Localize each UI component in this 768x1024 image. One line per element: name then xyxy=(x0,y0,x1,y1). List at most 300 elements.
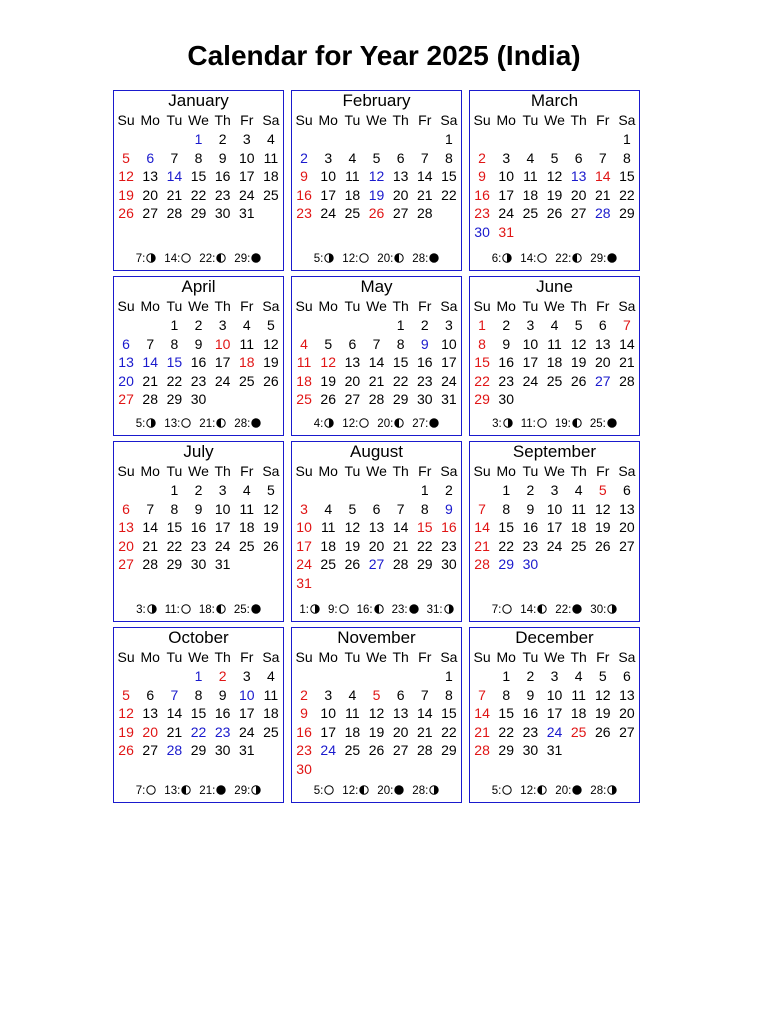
day-cell: 28 xyxy=(619,372,635,389)
day-cell: 4 xyxy=(348,149,357,166)
empty-cell xyxy=(389,481,413,500)
moon-phase-day: 5: xyxy=(491,785,502,797)
day-cell: 17 xyxy=(214,519,231,535)
third-quarter-moon-icon xyxy=(216,604,226,614)
month-name: December xyxy=(515,628,594,647)
day-cell: 22 xyxy=(166,537,183,554)
moon-phase-day: 12: xyxy=(342,785,359,797)
day-cell: 3 xyxy=(550,482,559,498)
day-cell: 5 xyxy=(598,668,607,684)
weekday-label: Fr xyxy=(596,112,610,128)
day-cell: 19 xyxy=(263,519,279,535)
weekday-label: Fr xyxy=(596,463,610,479)
moon-phase-item xyxy=(555,784,582,798)
day-cell: 20 xyxy=(118,372,134,389)
day-cell: 24 xyxy=(546,723,563,740)
day-cell: 25 xyxy=(238,372,255,389)
moon-phase-day: 25: xyxy=(233,604,250,616)
day-cell: 28 xyxy=(474,556,490,572)
day-cell: 8 xyxy=(420,500,429,517)
day-cell: 15 xyxy=(619,168,635,184)
day-cell: 19 xyxy=(368,186,385,203)
day-cell: 24 xyxy=(546,537,563,554)
days-grid xyxy=(470,130,639,241)
day-cell: 25 xyxy=(238,537,255,554)
day-cell: 24 xyxy=(238,723,255,740)
day-cell: 13 xyxy=(142,168,158,184)
day-cell: 7 xyxy=(420,149,429,166)
day-cell: 13 xyxy=(619,686,635,703)
new-moon-icon xyxy=(607,253,617,263)
day-cell: 10 xyxy=(546,686,563,703)
day-cell: 18 xyxy=(238,519,255,535)
moon-phase-day: 21: xyxy=(199,418,216,430)
day-cell: 30 xyxy=(474,223,490,240)
day-cell: 23 xyxy=(214,186,231,203)
day-cell: 18 xyxy=(238,354,255,370)
moon-phase-item xyxy=(520,603,547,617)
day-cell: 24 xyxy=(441,372,457,389)
moon-phase-day: 18: xyxy=(198,604,215,616)
day-cell: 12 xyxy=(118,705,134,721)
moon-phases xyxy=(470,417,639,431)
day-cell: 9 xyxy=(445,500,453,517)
moon-phase-item xyxy=(314,252,335,266)
moon-phases xyxy=(292,252,461,266)
day-cell: 18 xyxy=(546,354,563,370)
day-cell: 29 xyxy=(392,391,409,407)
day-cell: 11 xyxy=(345,168,360,184)
moon-phase-day: 20: xyxy=(377,785,394,797)
day-cell: 21 xyxy=(416,723,433,740)
third-quarter-moon-icon xyxy=(572,418,582,428)
day-cell: 11 xyxy=(523,168,538,184)
day-cell: 29 xyxy=(498,742,514,758)
first-quarter-moon-icon xyxy=(502,253,512,263)
weekday-header xyxy=(292,648,461,667)
day-cell: 30 xyxy=(190,391,207,407)
moon-phase-day: 5: xyxy=(135,418,146,430)
day-cell: 31 xyxy=(214,556,231,572)
day-cell: 21 xyxy=(166,723,183,740)
weekday-label: Mo xyxy=(140,112,160,128)
moon-phase-day: 12: xyxy=(342,253,359,265)
moon-phase-item xyxy=(377,252,404,266)
moon-phases xyxy=(114,603,283,617)
moon-phase-item xyxy=(199,252,226,266)
first-quarter-moon-icon xyxy=(324,253,334,263)
weekday-label: We xyxy=(188,298,209,314)
day-cell: 22 xyxy=(392,372,409,389)
day-cell: 26 xyxy=(368,742,385,758)
day-cell: 30 xyxy=(441,556,457,572)
weekday-label: Th xyxy=(214,649,231,665)
day-cell: 11 xyxy=(263,686,279,703)
empty-cell xyxy=(470,481,494,500)
moon-phase-item xyxy=(492,252,513,266)
day-cell: 22 xyxy=(619,186,635,203)
empty-cell xyxy=(292,481,316,500)
day-cell: 13 xyxy=(619,500,635,517)
day-cell: 20 xyxy=(118,537,134,554)
full-moon-icon xyxy=(146,785,156,795)
day-cell: 5 xyxy=(372,149,381,166)
moon-phase-item xyxy=(492,417,513,431)
month-february xyxy=(291,90,462,271)
full-moon-icon xyxy=(359,253,369,263)
weekday-label: Fr xyxy=(240,112,254,128)
day-cell: 13 xyxy=(570,168,587,184)
moon-phases xyxy=(292,417,461,431)
day-cell: 24 xyxy=(214,537,231,554)
day-cell: 23 xyxy=(522,537,539,554)
day-cell: 7 xyxy=(598,149,607,166)
days-grid xyxy=(114,130,283,223)
day-cell: 25 xyxy=(296,391,312,407)
moon-phase-day: 30: xyxy=(590,604,607,616)
empty-cell xyxy=(340,130,364,149)
day-cell: 22 xyxy=(416,537,433,554)
day-cell: 29 xyxy=(498,556,514,572)
moon-phase-item xyxy=(555,603,582,617)
day-cell: 6 xyxy=(122,335,130,352)
day-cell: 21 xyxy=(416,186,433,203)
day-cell: 25 xyxy=(320,556,336,572)
day-cell: 14 xyxy=(416,168,433,184)
day-cell: 6 xyxy=(372,500,381,517)
moon-phases xyxy=(470,252,639,266)
moon-phases xyxy=(114,784,283,798)
day-cell: 9 xyxy=(526,686,535,703)
empty-cell xyxy=(138,316,162,335)
day-cell: 9 xyxy=(194,500,203,517)
month-january xyxy=(113,90,284,271)
day-cell: 12 xyxy=(368,168,385,184)
day-cell: 4 xyxy=(526,149,535,166)
day-cell: 26 xyxy=(263,372,279,389)
moon-phase-item xyxy=(492,603,513,617)
weekday-label: Su xyxy=(473,649,491,665)
weekday-label: Tu xyxy=(166,298,183,314)
day-cell: 14 xyxy=(142,354,158,370)
day-cell: 2 xyxy=(300,686,308,703)
day-cell: 3 xyxy=(218,317,227,333)
day-cell: 1 xyxy=(623,131,631,147)
day-cell: 17 xyxy=(522,354,539,370)
new-moon-icon xyxy=(251,418,261,428)
empty-cell xyxy=(542,130,566,149)
weekday-label: Tu xyxy=(522,649,539,665)
full-moon-icon xyxy=(181,418,191,428)
day-cell: 3 xyxy=(218,482,227,498)
full-moon-icon xyxy=(502,604,512,614)
day-cell: 10 xyxy=(441,335,457,352)
weekday-label: Tu xyxy=(522,463,539,479)
day-cell: 30 xyxy=(190,556,207,572)
day-cell: 28 xyxy=(392,556,409,572)
day-cell: 12 xyxy=(594,686,611,703)
day-cell: 21 xyxy=(474,723,490,740)
day-cell: 23 xyxy=(190,372,207,389)
day-cell: 25 xyxy=(522,205,539,221)
day-cell: 3 xyxy=(324,686,333,703)
third-quarter-moon-icon xyxy=(181,785,191,795)
day-cell: 28 xyxy=(166,205,183,221)
day-cell: 8 xyxy=(194,149,203,166)
day-cell: 10 xyxy=(214,500,231,517)
month-name: March xyxy=(530,91,579,110)
weekday-label: Su xyxy=(473,463,491,479)
day-cell: 28 xyxy=(416,205,433,221)
first-quarter-moon-icon xyxy=(607,604,617,614)
weekday-label: We xyxy=(366,649,387,665)
day-cell: 1 xyxy=(396,317,405,333)
day-cell: 8 xyxy=(502,686,511,703)
day-cell: 2 xyxy=(218,131,227,147)
moon-phase-item xyxy=(299,603,320,617)
day-cell: 9 xyxy=(300,168,308,184)
empty-cell xyxy=(114,481,138,500)
moon-phase-day: 3: xyxy=(492,418,502,430)
day-cell: 6 xyxy=(396,686,405,703)
moon-phase-item xyxy=(136,784,157,798)
day-cell: 17 xyxy=(546,519,563,535)
day-cell: 12 xyxy=(263,500,279,517)
day-cell: 28 xyxy=(166,742,183,758)
moon-phase-day: 3: xyxy=(136,604,146,616)
weekday-label: Su xyxy=(295,112,313,128)
day-cell: 25 xyxy=(546,372,563,389)
empty-cell xyxy=(292,130,316,149)
day-cell: 23 xyxy=(214,723,231,740)
day-cell: 19 xyxy=(594,519,611,535)
day-cell: 7 xyxy=(146,335,155,352)
day-cell: 10 xyxy=(522,335,539,352)
day-cell: 24 xyxy=(522,372,539,389)
day-cell: 5 xyxy=(550,149,559,166)
day-cell: 24 xyxy=(296,556,312,572)
day-cell: 20 xyxy=(142,723,158,740)
day-cell: 15 xyxy=(498,705,514,721)
empty-cell xyxy=(413,130,437,149)
moon-phase-day: 4: xyxy=(313,418,324,430)
day-cell: 11 xyxy=(263,149,279,166)
weekday-label: Sa xyxy=(618,649,636,665)
moon-phase-day: 12: xyxy=(342,418,359,430)
weekday-label: Mo xyxy=(318,298,338,314)
day-cell: 13 xyxy=(118,519,134,535)
moon-phase-day: 23: xyxy=(391,604,408,616)
moon-phase-item xyxy=(492,784,513,798)
weekday-label: Fr xyxy=(240,463,254,479)
weekday-label: We xyxy=(366,112,387,128)
day-cell: 8 xyxy=(478,335,486,352)
day-cell: 26 xyxy=(118,742,134,758)
month-may xyxy=(291,276,462,436)
day-cell: 18 xyxy=(344,186,361,203)
day-cell: 22 xyxy=(441,186,457,203)
new-moon-icon xyxy=(607,418,617,428)
day-cell: 24 xyxy=(498,205,514,221)
day-cell: 9 xyxy=(420,335,429,352)
day-cell: 21 xyxy=(368,372,385,389)
day-cell: 19 xyxy=(368,723,385,740)
moon-phase-item xyxy=(590,603,617,617)
day-cell: 31 xyxy=(238,205,255,221)
day-cell: 3 xyxy=(242,131,251,147)
moon-phase-day: 7: xyxy=(135,253,146,265)
weekday-label: Fr xyxy=(418,112,432,128)
month-december xyxy=(469,627,640,803)
weekday-label: Tu xyxy=(344,649,361,665)
day-cell: 3 xyxy=(300,500,308,517)
new-moon-icon xyxy=(216,785,226,795)
day-cell: 4 xyxy=(300,335,308,352)
day-cell: 4 xyxy=(574,668,583,684)
day-cell: 15 xyxy=(441,705,457,721)
day-cell: 11 xyxy=(320,519,336,535)
weekday-label: Sa xyxy=(262,112,280,128)
empty-cell xyxy=(340,316,364,335)
day-cell: 17 xyxy=(546,705,563,721)
day-cell: 25 xyxy=(570,537,587,554)
weekday-label: Tu xyxy=(166,649,183,665)
day-cell: 12 xyxy=(263,335,279,352)
page-title: Calendar for Year 2025 (India) xyxy=(187,40,581,71)
weekday-label: We xyxy=(188,112,209,128)
weekday-label: Th xyxy=(214,298,231,314)
new-moon-icon xyxy=(572,604,582,614)
days-grid xyxy=(470,481,639,574)
empty-cell xyxy=(413,667,437,686)
day-cell: 18 xyxy=(296,372,312,389)
moon-phase-item xyxy=(199,603,226,617)
moon-phases xyxy=(114,252,283,266)
weekday-label: Fr xyxy=(240,649,254,665)
empty-cell xyxy=(470,667,494,686)
day-cell: 7 xyxy=(170,149,179,166)
weekday-header xyxy=(292,111,461,130)
day-cell: 1 xyxy=(445,668,453,684)
day-cell: 8 xyxy=(396,335,405,352)
day-cell: 13 xyxy=(142,705,158,721)
moon-phase-item xyxy=(199,784,226,798)
day-cell: 19 xyxy=(546,186,563,203)
day-cell: 13 xyxy=(594,335,611,352)
day-cell: 12 xyxy=(320,354,336,370)
weekday-header xyxy=(470,111,639,130)
moon-phase-item xyxy=(164,252,191,266)
day-cell: 20 xyxy=(368,537,385,554)
moon-phase-day: 16: xyxy=(356,604,373,616)
day-cell: 18 xyxy=(570,519,587,535)
day-cell: 17 xyxy=(320,723,336,740)
weekday-label: Th xyxy=(214,112,231,128)
new-moon-icon xyxy=(251,604,261,614)
weekday-label: Th xyxy=(392,298,409,314)
empty-cell xyxy=(114,316,138,335)
first-quarter-moon-icon xyxy=(607,785,617,795)
moon-phase-item xyxy=(412,784,439,798)
full-moon-icon xyxy=(339,604,349,614)
day-cell: 30 xyxy=(214,205,231,221)
moon-phase-item xyxy=(555,252,582,266)
day-cell: 14 xyxy=(392,519,409,535)
day-cell: 3 xyxy=(242,668,251,684)
moon-phase-item xyxy=(342,784,369,798)
day-cell: 30 xyxy=(296,760,312,777)
month-name: July xyxy=(183,442,214,461)
month-march xyxy=(469,90,640,271)
day-cell: 18 xyxy=(570,705,587,721)
day-cell: 19 xyxy=(118,723,134,740)
moon-phase-item xyxy=(377,784,404,798)
day-cell: 11 xyxy=(547,335,562,352)
day-cell: 9 xyxy=(218,686,227,703)
empty-cell xyxy=(138,481,162,500)
days-grid xyxy=(470,316,639,409)
empty-cell xyxy=(567,130,591,149)
day-cell: 6 xyxy=(396,149,405,166)
day-cell: 8 xyxy=(445,686,453,703)
empty-cell xyxy=(316,130,340,149)
weekday-label: Mo xyxy=(496,649,516,665)
day-cell: 27 xyxy=(344,391,361,407)
weekday-label: Sa xyxy=(440,463,458,479)
day-cell: 4 xyxy=(550,317,559,333)
day-cell: 7 xyxy=(478,686,486,703)
weekday-label: We xyxy=(188,649,209,665)
empty-cell xyxy=(162,130,186,149)
moon-phase-day: 5: xyxy=(313,253,324,265)
day-cell: 1 xyxy=(170,482,179,498)
moon-phase-day: 13: xyxy=(164,785,181,797)
weekday-label: Tu xyxy=(522,298,539,314)
day-cell: 5 xyxy=(267,482,275,498)
day-cell: 27 xyxy=(118,391,134,407)
moon-phase-day: 28: xyxy=(412,253,429,265)
new-moon-icon xyxy=(251,253,261,263)
empty-cell xyxy=(138,667,162,686)
day-cell: 21 xyxy=(142,537,158,554)
day-cell: 11 xyxy=(571,500,586,517)
day-cell: 5 xyxy=(324,335,333,352)
weekday-label: Th xyxy=(570,112,587,128)
weekday-header xyxy=(114,297,283,316)
moon-phase-day: 29: xyxy=(234,253,251,265)
moon-phase-day: 29: xyxy=(234,785,251,797)
calendar-grid xyxy=(113,90,640,803)
day-cell: 22 xyxy=(190,723,207,740)
empty-cell xyxy=(470,130,494,149)
moon-phase-day: 7: xyxy=(135,785,146,797)
day-cell: 14 xyxy=(142,519,158,535)
day-cell: 30 xyxy=(522,556,539,572)
weekday-label: We xyxy=(366,463,387,479)
month-october xyxy=(113,627,284,803)
day-cell: 21 xyxy=(474,537,490,554)
day-cell: 13 xyxy=(118,354,134,370)
day-cell: 16 xyxy=(214,705,231,721)
moon-phase-item xyxy=(520,784,547,798)
day-cell: 21 xyxy=(392,537,409,554)
full-moon-icon xyxy=(181,253,191,263)
moon-phase-day: 27: xyxy=(412,418,429,430)
day-cell: 10 xyxy=(214,335,231,352)
day-cell: 14 xyxy=(368,354,385,370)
day-cell: 15 xyxy=(190,168,207,184)
day-cell: 8 xyxy=(502,500,511,517)
